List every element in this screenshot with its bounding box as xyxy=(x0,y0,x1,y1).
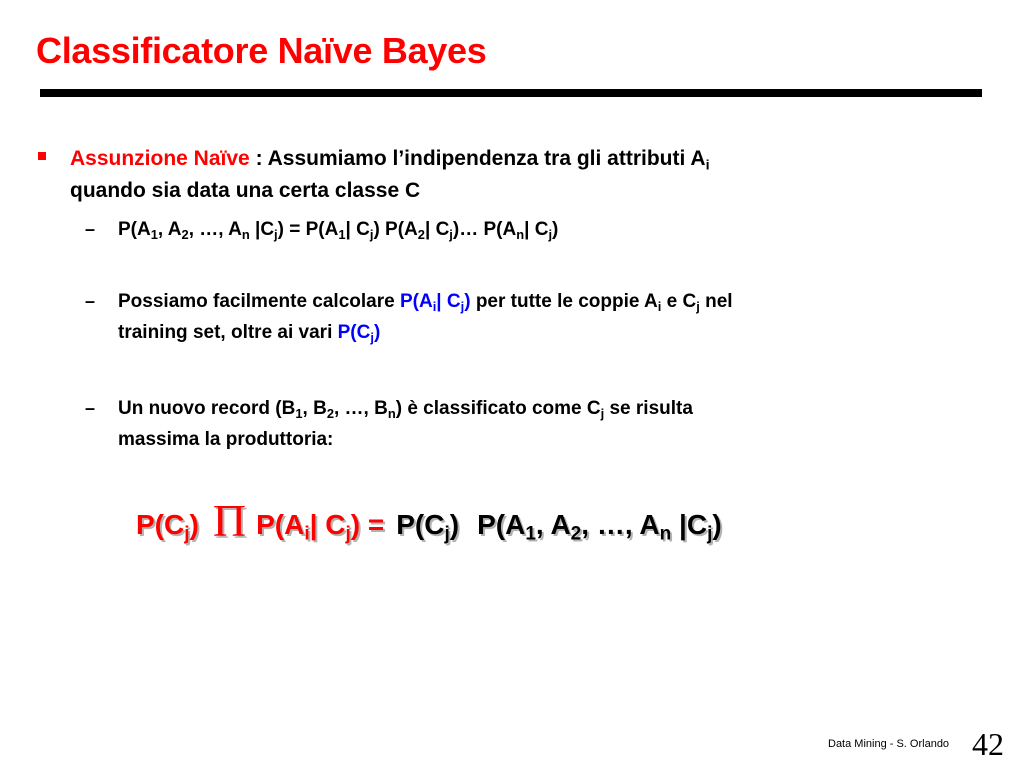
pi-symbol: Π xyxy=(212,495,247,546)
sub1-part: P(A xyxy=(118,219,151,240)
subscript: 1 xyxy=(150,226,158,242)
formula-right xyxy=(396,509,722,545)
bullet-marker xyxy=(38,152,46,160)
sub2-text: Possiamo facilmente calcolare xyxy=(118,291,400,312)
sub2-text: nel xyxy=(699,291,733,312)
sub-bullet-3 xyxy=(118,393,998,455)
formula-prod xyxy=(256,509,361,545)
assumption-label: Assunzione Naïve xyxy=(70,147,250,170)
sub2-text: e C xyxy=(661,291,697,312)
sub-bullet-1 xyxy=(118,214,998,245)
formula-part: P(A xyxy=(256,509,305,540)
prob-cj xyxy=(338,322,381,343)
formula-part: ) xyxy=(189,509,199,540)
formula-part: ) xyxy=(350,509,361,540)
subscript: n xyxy=(516,226,525,242)
formula-part: P(A xyxy=(477,509,526,540)
subscript: j xyxy=(449,226,453,242)
sub1-part: | C xyxy=(524,219,549,240)
sub3-line2: massima la produttoria: xyxy=(118,429,334,450)
subscript: j xyxy=(707,523,713,545)
subscript: 2 xyxy=(181,226,189,242)
formula-part: ) xyxy=(449,509,460,540)
subscript: j xyxy=(600,405,605,421)
subscript: j xyxy=(345,523,351,545)
subscript: j xyxy=(444,523,450,545)
formula-part: P(C xyxy=(136,509,185,540)
formula-left xyxy=(136,509,199,545)
formula xyxy=(136,495,722,548)
formula-part: ) xyxy=(712,509,722,540)
sub2-line2: training set, oltre ai vari xyxy=(118,322,338,343)
sub2-part: | C xyxy=(436,291,461,312)
subscript: n xyxy=(659,523,672,545)
sub1-part: )… P(A xyxy=(452,219,517,240)
sub2-part: ) xyxy=(464,291,471,312)
subscript: 2 xyxy=(570,523,582,545)
subscript: 2 xyxy=(417,226,425,242)
formula-part: P(C xyxy=(396,509,445,540)
sub2-part: ) xyxy=(373,322,381,343)
sub-bullet-dash-3: – xyxy=(85,398,96,418)
sub-bullet-dash-1: – xyxy=(85,219,96,239)
sub3-text: ) è classificato come C xyxy=(395,398,601,419)
subscript: n xyxy=(241,226,250,242)
sub1-part: | C xyxy=(424,219,450,240)
sub-bullet-2 xyxy=(118,286,998,348)
subscript: i xyxy=(432,298,437,314)
sub3-text: se risulta xyxy=(604,398,693,419)
main-bullet-line1: : Assumiamo l’indipendenza tra gli attributi A xyxy=(249,147,706,170)
sub1-part: |C xyxy=(249,219,275,240)
sub3-text: , B xyxy=(302,398,327,419)
formula-part: | C xyxy=(309,509,346,540)
sub2-text: per tutte le coppie A xyxy=(470,291,658,312)
subscript: i xyxy=(705,157,710,174)
formula-equals: = xyxy=(360,509,385,540)
subscript: 2 xyxy=(326,405,334,421)
subscript: j xyxy=(696,298,700,314)
sub-bullet-dash-2: – xyxy=(85,291,96,311)
subscript: j xyxy=(274,226,278,242)
subscript: 1 xyxy=(295,405,303,421)
subscript: 1 xyxy=(525,523,536,545)
sub2-part: P(C xyxy=(337,322,371,343)
subscript: n xyxy=(387,405,396,421)
footer-text: Data Mining - S. Orlando xyxy=(828,738,950,750)
sub3-text: , …, B xyxy=(334,398,388,419)
main-bullet-line2: quando sia data una certa classe C xyxy=(70,179,421,202)
sub1-part: ) P(A xyxy=(373,219,418,240)
subscript: 1 xyxy=(338,226,346,242)
subscript: i xyxy=(657,298,662,314)
formula-part: , A xyxy=(535,509,571,540)
subscript: j xyxy=(548,226,553,242)
main-bullet-text xyxy=(70,143,990,207)
subscript: j xyxy=(460,298,465,314)
subscript: i xyxy=(304,523,310,545)
subscript: j xyxy=(370,329,374,345)
slide-title: Classificatore Naïve Bayes xyxy=(36,30,487,71)
prob-ai-cj xyxy=(400,291,471,312)
formula-part: , …, A xyxy=(581,509,660,540)
subscript: j xyxy=(184,523,190,545)
page-number: 42 xyxy=(972,726,1004,762)
sub1-part: | C xyxy=(345,219,370,240)
formula-part: |C xyxy=(671,509,708,540)
sub1-part: , A xyxy=(157,219,182,240)
sub2-part: P(A xyxy=(399,291,433,312)
sub1-part: ) xyxy=(552,219,559,240)
sub3-text: Un nuovo record (B xyxy=(118,398,296,419)
sub1-part: ) = P(A xyxy=(277,219,339,240)
title-rule xyxy=(40,89,982,97)
subscript: j xyxy=(369,226,374,242)
sub1-part: , …, A xyxy=(188,219,242,240)
